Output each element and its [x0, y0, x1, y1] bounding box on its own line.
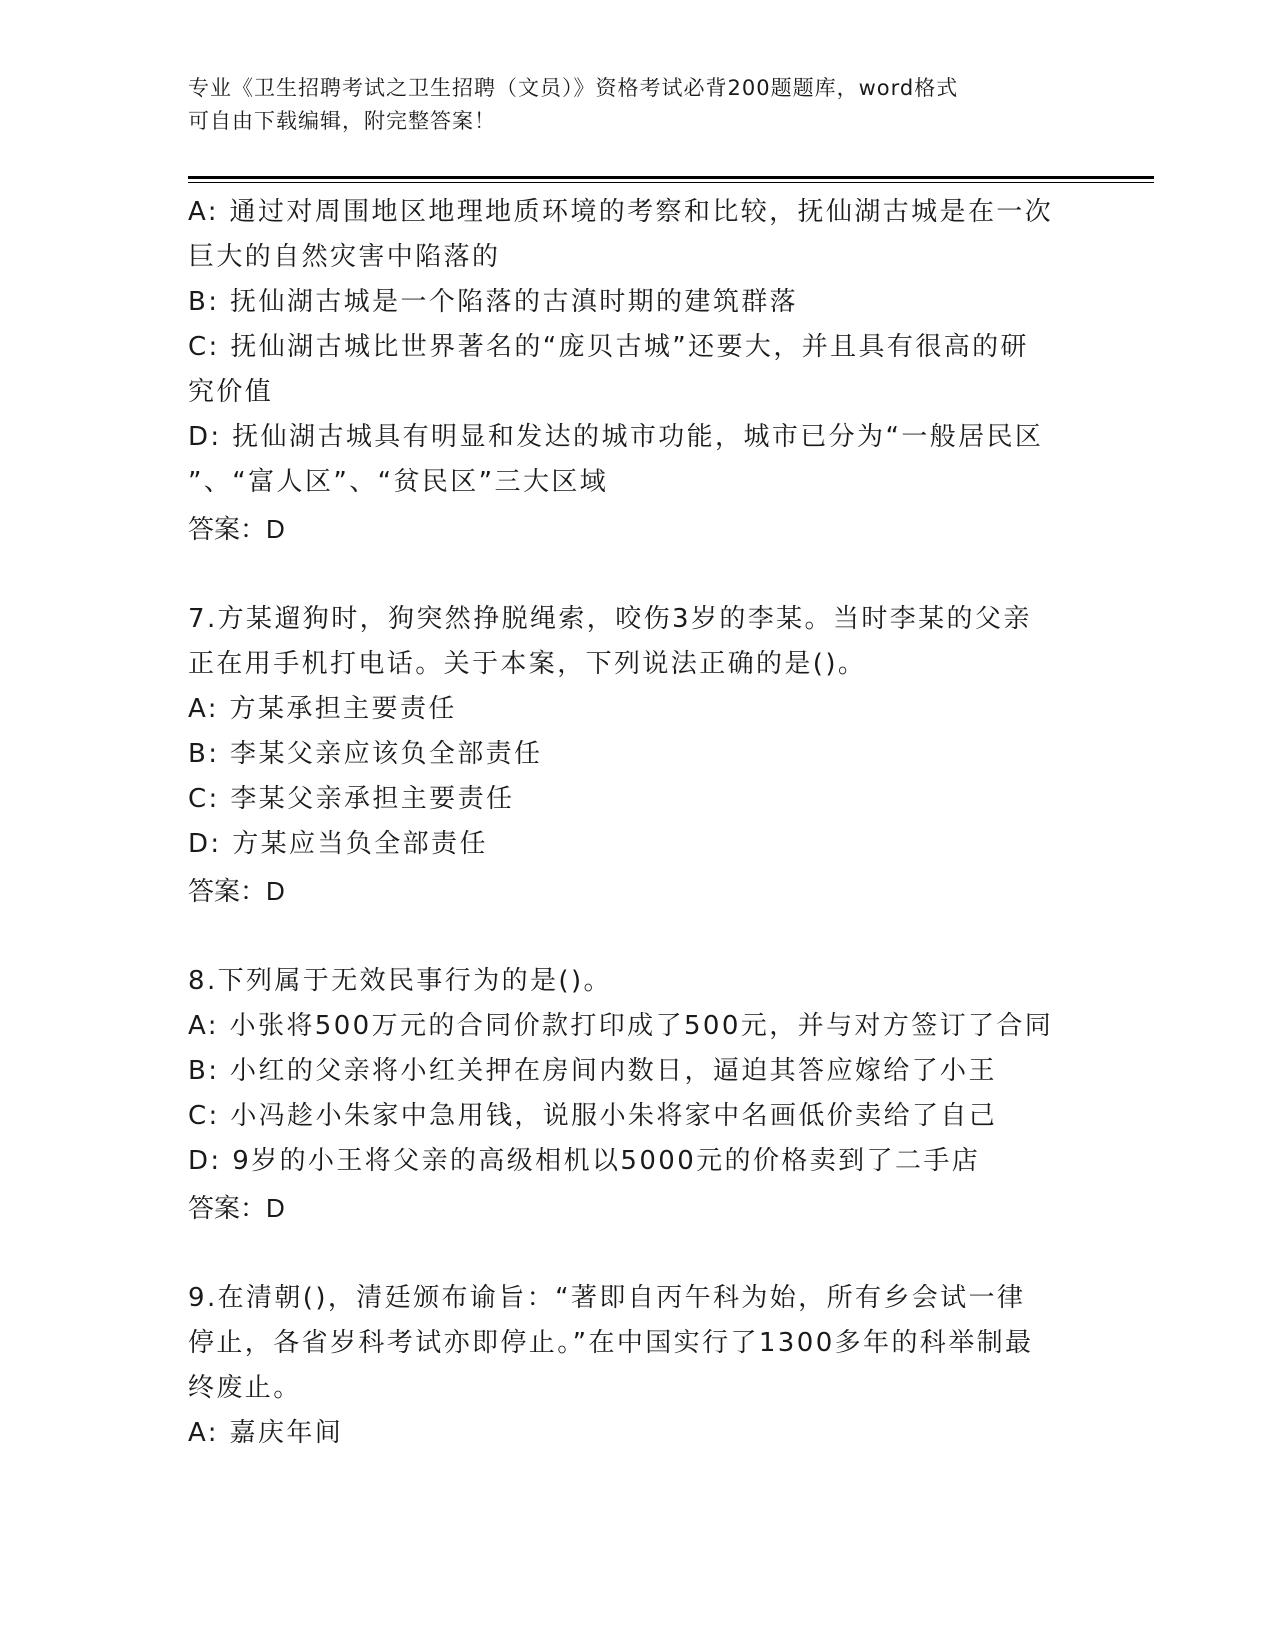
spacer [188, 914, 1088, 959]
question-stem-line-2: 正在用手机打电话。关于本案，下列说法正确的是()。 [188, 649, 867, 679]
option-a: A: 嘉庆年间 [188, 1418, 344, 1448]
answer-label: 答案：D [188, 514, 285, 544]
question-9 [188, 1276, 1088, 1456]
option-a: A: 方某承担主要责任 [188, 694, 457, 724]
document-header [188, 72, 1068, 138]
option-b: B: 小红的父亲将小红关押在房间内数日，逼迫其答应嫁给了小王 [188, 1056, 997, 1086]
spacer [188, 552, 1088, 597]
option-a-line-1: A: 通过对周围地区地理地质环境的考察和比较，抚仙湖古城是在一次 [188, 197, 1054, 227]
question-stem-line-1: 7.方某遛狗时，狗突然挣脱绳索，咬伤3岁的李某。当时李某的父亲 [188, 604, 1032, 634]
option-a-line-2: 巨大的自然灾害中陷落的 [188, 242, 501, 272]
option-d-line-1: D: 抚仙湖古城具有明显和发达的城市功能，城市已分为“一般居民区 [188, 422, 1044, 452]
question-stem-line-1: 9.在清朝()，清廷颁布谕旨：“著即自丙午科为始，所有乡会试一律 [188, 1283, 1026, 1313]
question-7 [188, 597, 1088, 914]
option-b: B: 李某父亲应该负全部责任 [188, 739, 543, 769]
question-6-options [188, 190, 1088, 552]
option-b: B: 抚仙湖古城是一个陷落的古滇时期的建筑群落 [188, 287, 799, 317]
option-d-line-2: ”、“富人区”、“贫民区”三大区域 [188, 467, 609, 497]
option-d: D: 方某应当负全部责任 [188, 829, 488, 859]
question-list [188, 190, 1088, 1456]
option-c: C: 李某父亲承担主要责任 [188, 784, 515, 814]
spacer [188, 1231, 1088, 1276]
option-a: A: 小张将500万元的合同价款打印成了500元，并与对方签订了合同 [188, 1011, 1054, 1041]
answer-label: 答案：D [188, 1193, 285, 1223]
question-stem-line-3: 终废止。 [188, 1373, 302, 1403]
option-c-line-1: C: 抚仙湖古城比世界著名的“庞贝古城”还要大，并且具有很高的研 [188, 332, 1029, 362]
header-divider [188, 176, 1154, 183]
option-c: C: 小冯趁小朱家中急用钱，说服小朱将家中名画低价卖给了自己 [188, 1101, 998, 1131]
answer-label: 答案：D [188, 876, 285, 906]
header-title-line-2: 可自由下载编辑，附完整答案！ [188, 109, 496, 133]
option-c-line-2: 究价值 [188, 377, 274, 407]
question-stem-line-2: 停止，各省岁科考试亦即停止。”在中国实行了1300多年的科举制最 [188, 1328, 1034, 1358]
header-title-line-1: 专业《卫生招聘考试之卫生招聘（文员）》资格考试必背200题题库，word格式 [188, 76, 959, 100]
question-8 [188, 959, 1088, 1231]
option-d: D: 9岁的小王将父亲的高级相机以5000元的价格卖到了二手店 [188, 1146, 981, 1176]
question-stem: 8.下列属于无效民事行为的是()。 [188, 966, 612, 996]
